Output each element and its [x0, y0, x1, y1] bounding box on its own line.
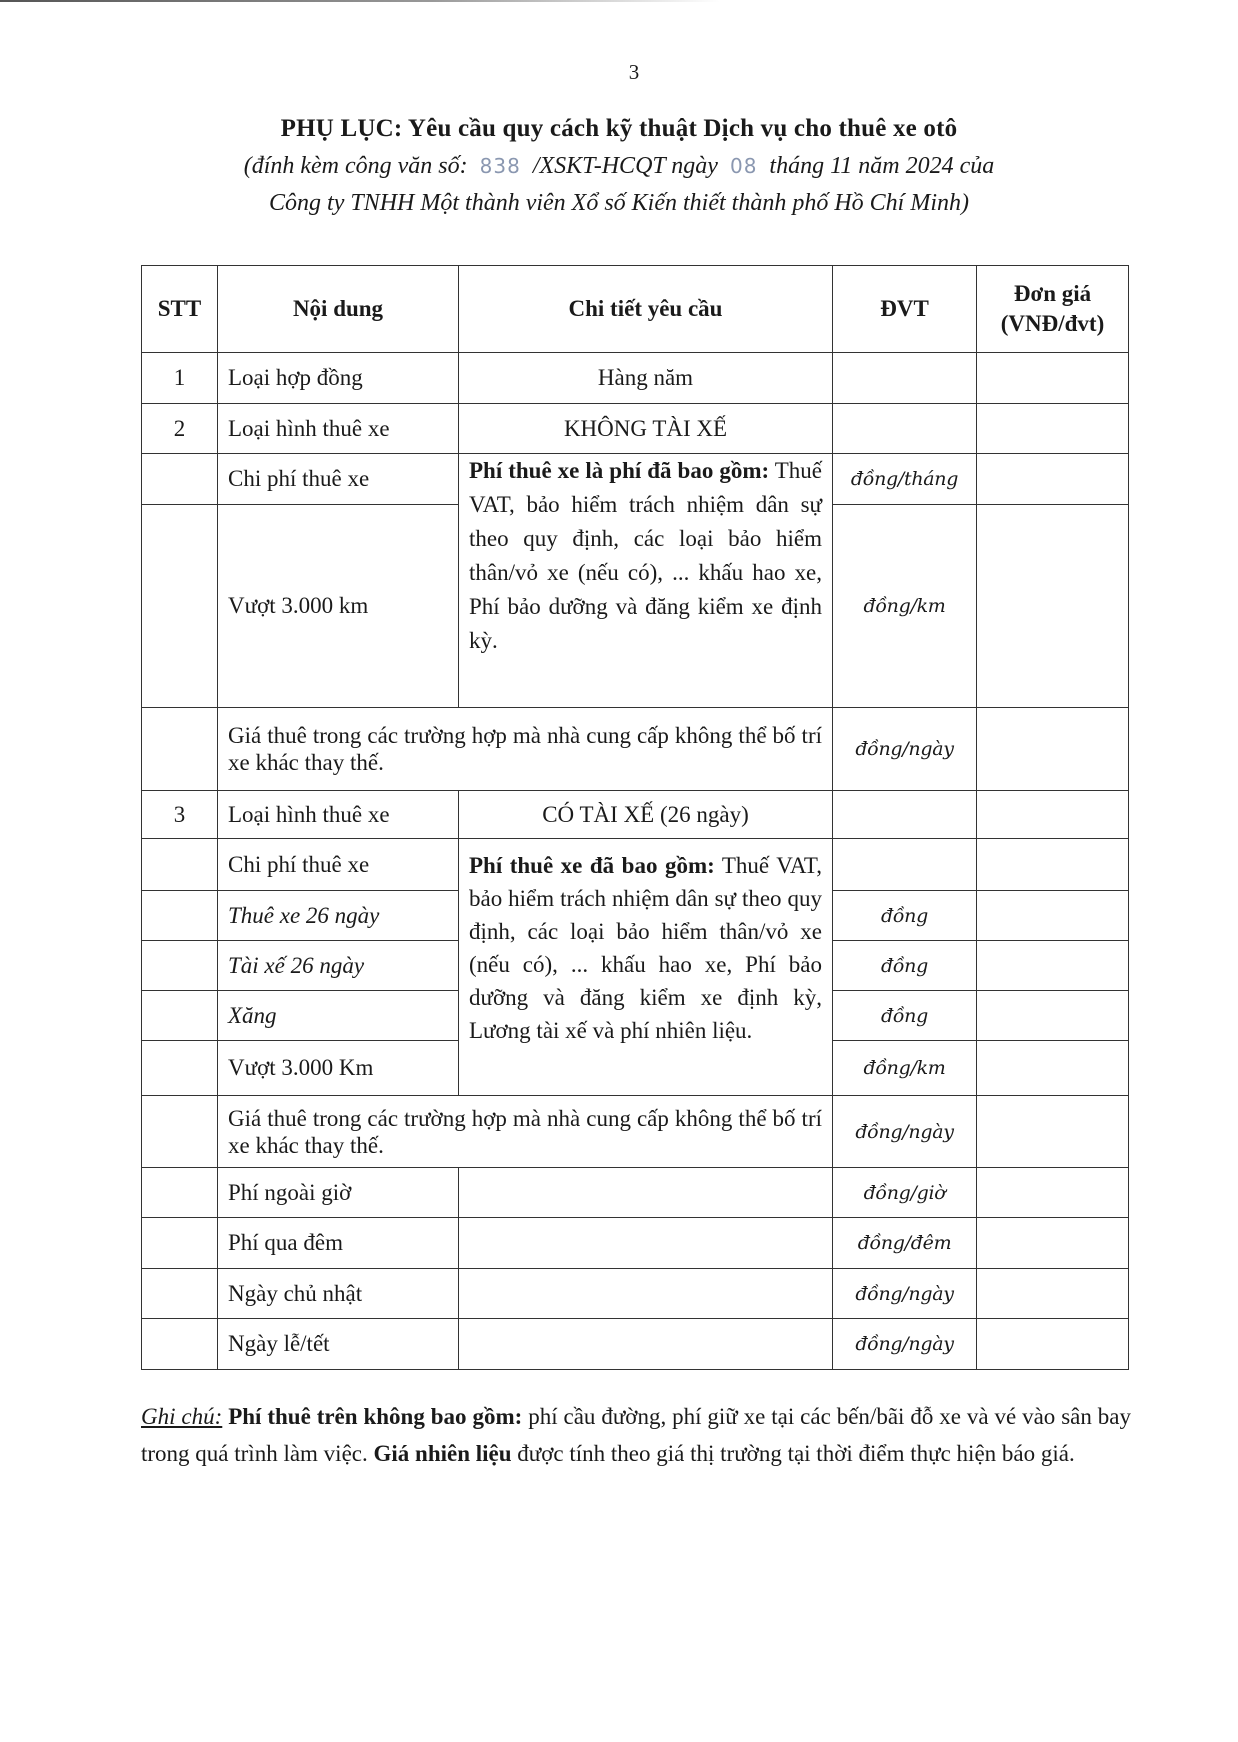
row-content: Chi phí thuê xe [218, 454, 459, 505]
row-content: Xăng [218, 991, 459, 1041]
row-content: Ngày chủ nhật [218, 1269, 459, 1319]
document-subtitle-line1 [0, 153, 1238, 180]
note-label: Ghi chú: [141, 1404, 223, 1429]
header-detail: Chi tiết yêu cầu [459, 266, 833, 353]
row-price-cell [977, 1269, 1129, 1319]
row-price-cell [977, 839, 1129, 891]
row-unit [833, 404, 977, 454]
page-number: 3 [628, 60, 640, 84]
row-content: Vượt 3.000 km [218, 505, 459, 708]
row-unit: đồng/km [833, 505, 977, 708]
row-unit: đồng/ngày [833, 1319, 977, 1370]
subtitle-doc-code: /XSKT-HCQT ngày [532, 153, 718, 179]
row-stt [142, 505, 218, 708]
row-unit: đồng [833, 891, 977, 941]
row-content: Tài xế 26 ngày [218, 941, 459, 991]
row-stt [142, 1319, 218, 1370]
note-bold-1: Phí thuê trên không bao gồm: [222, 1404, 523, 1429]
subtitle-prefix: (đính kèm công văn số: [243, 153, 468, 179]
row-price-cell [977, 1218, 1129, 1269]
row-price-cell [977, 353, 1129, 404]
table-row [142, 1096, 1129, 1168]
row-price-cell [977, 941, 1129, 991]
table-header-row [142, 266, 1129, 353]
row-price-cell [977, 991, 1129, 1041]
document-subtitle-line2: Công ty TNHH Một thành viên Xổ số Kiến thiết thành phố Hồ Chí Minh) [269, 190, 969, 216]
row-stt: 1 [142, 353, 218, 404]
row-content: Ngày lễ/tết [218, 1319, 459, 1370]
document-title: PHỤ LỤC: Yêu cầu quy cách kỹ thuật Dịch vụ cho thuê xe otô [280, 115, 958, 142]
table-row [142, 1218, 1129, 1269]
header-stt: STT [142, 266, 218, 353]
table-row [142, 404, 1129, 454]
row-stt: 2 [142, 404, 218, 454]
row-unit: đồng/đêm [833, 1218, 977, 1269]
header-price-line2: (VNĐ/đvt) [1000, 311, 1105, 336]
row-detail [459, 1168, 833, 1218]
row-unit: đồng/ngày [833, 1096, 977, 1168]
row-stt [142, 1041, 218, 1096]
row-content: Phí qua đêm [218, 1218, 459, 1269]
table-row [142, 791, 1129, 839]
table-row [142, 1168, 1129, 1218]
row-price-cell [977, 1096, 1129, 1168]
table-row [142, 708, 1129, 791]
row-unit [833, 353, 977, 404]
row-stt: 3 [142, 791, 218, 839]
detail-text: Thuế VAT, bảo hiểm trách nhiệm dân sự theo quy định, các loại bảo hiểm thân/vỏ xe (nếu có), ... khấu hao xe, Phí bảo dưỡng và đăng kiểm xe định kỳ, Lương tài xế và phí nhiên liệu. [469, 853, 822, 1043]
row-price-cell [977, 404, 1129, 454]
detail-bold-lead: Phí thuê xe là phí đã bao gồm: [469, 458, 770, 483]
row-unit [833, 791, 977, 839]
subtitle-date-rest: tháng 11 năm 2024 của [769, 153, 995, 179]
row-detail: Hàng năm [459, 353, 833, 404]
row-price-cell [977, 1319, 1129, 1370]
row-price-cell [977, 505, 1129, 708]
note-bold-2: Giá nhiên liệu [373, 1441, 512, 1466]
row-content: Loại hình thuê xe [218, 791, 459, 839]
table-row [142, 353, 1129, 404]
row-price-cell [977, 454, 1129, 505]
row-detail [459, 1319, 833, 1370]
row-stt [142, 891, 218, 941]
row-price-cell [977, 1168, 1129, 1218]
row-unit: đồng/km [833, 1041, 977, 1096]
row-stt [142, 1269, 218, 1319]
row-stt [142, 1168, 218, 1218]
table-row [142, 1269, 1129, 1319]
detail-bold-lead: Phí thuê xe đã bao gồm: [469, 853, 715, 878]
row-stt [142, 454, 218, 505]
row-unit: đồng/tháng [833, 454, 977, 505]
note-text-1: phí cầu đường, phí giữ xe tại các bến/bãi đỗ xe và vé vào sân bay trong quá trình làm việc. [141, 1404, 1131, 1466]
row-stt [142, 839, 218, 891]
row-content: Loại hình thuê xe [218, 404, 459, 454]
row-content: Thuê xe 26 ngày [218, 891, 459, 941]
row-stt [142, 1218, 218, 1269]
table-row [142, 454, 1129, 505]
row-detail [459, 1269, 833, 1319]
header-price-line1: Đơn giá [1013, 281, 1092, 306]
row-unit: đồng/ngày [833, 708, 977, 791]
header-content: Nội dung [218, 266, 459, 353]
row-stt [142, 1096, 218, 1168]
row-detail-merged [459, 839, 833, 1096]
row-content-merged: Giá thuê trong các trường hợp mà nhà cung cấp không thể bố trí xe khác thay thế. [218, 708, 833, 791]
detail-text: Thuế VAT, bảo hiểm trách nhiệm dân sự theo quy định, các loại bảo hiểm thân/vỏ xe (nếu có), ... khấu hao xe, Phí bảo dưỡng và đăng kiểm xe định kỳ. [469, 458, 822, 653]
row-unit: đồng/giờ [833, 1168, 977, 1218]
row-price-cell [977, 791, 1129, 839]
row-price-cell [977, 1041, 1129, 1096]
table-row [142, 1319, 1129, 1370]
row-price-cell [977, 891, 1129, 941]
row-stt [142, 941, 218, 991]
footnote [141, 1398, 1131, 1472]
row-content: Phí ngoài giờ [218, 1168, 459, 1218]
scan-artifact-line [0, 0, 720, 2]
row-unit: đồng/ngày [833, 1269, 977, 1319]
header-unit: ĐVT [833, 266, 977, 353]
row-content: Vượt 3.000 Km [218, 1041, 459, 1096]
row-unit [833, 839, 977, 891]
table-row [142, 839, 1129, 891]
row-unit: đồng [833, 991, 977, 1041]
row-content-merged: Giá thuê trong các trường hợp mà nhà cung cấp không thể bố trí xe khác thay thế. [218, 1096, 833, 1168]
row-unit: đồng [833, 941, 977, 991]
handwritten-day: 08 [729, 154, 758, 178]
row-detail [459, 1218, 833, 1269]
row-content: Loại hợp đồng [218, 353, 459, 404]
note-text-2: được tính theo giá thị trường tại thời điểm thực hiện báo giá. [511, 1441, 1075, 1466]
row-content: Chi phí thuê xe [218, 839, 459, 891]
row-detail-merged [459, 454, 833, 708]
row-detail: KHÔNG TÀI XẾ [459, 404, 833, 454]
spec-table [141, 265, 1129, 1370]
handwritten-doc-number: 838 [479, 154, 521, 178]
row-price-cell [977, 708, 1129, 791]
row-detail: CÓ TÀI XẾ (26 ngày) [459, 791, 833, 839]
row-stt [142, 991, 218, 1041]
header-price [977, 266, 1129, 353]
row-stt [142, 708, 218, 791]
